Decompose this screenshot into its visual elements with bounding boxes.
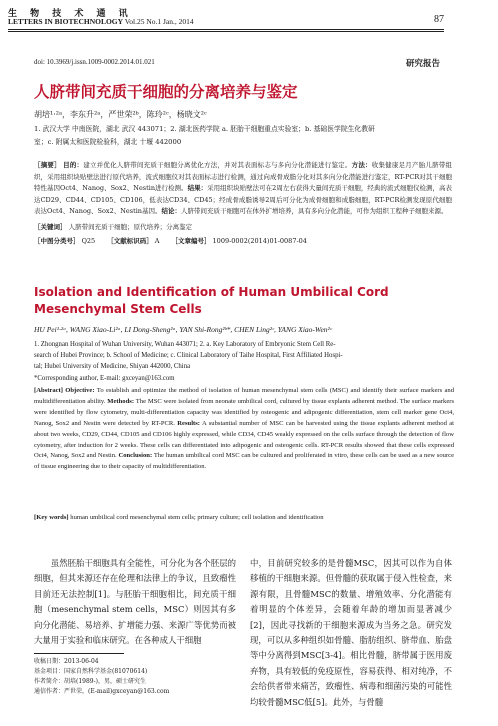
article-number-label: ［文章编号］ (171, 237, 211, 245)
clc-label: ［中图分类号］ (34, 237, 80, 245)
header-rule-thin (8, 31, 444, 32)
objective-label: 目的： (63, 161, 84, 169)
footnote-rule (34, 653, 124, 654)
doc-code-value: A (154, 237, 160, 245)
article-type: 研究报告 (405, 59, 440, 69)
affiliations-en (34, 339, 454, 384)
body-paragraph: 中，目前研究较多的是骨髓MSC，因其可以作为自体移植的干细胞来源。但骨髓的获取属于侵入性检查，来源有限，且骨髓MSC的数量、增殖效率、分化潜能有着明显的个体差异，会随着年龄的增加而显著减少[2]，因此寻找新的干细胞来源成为当务之急。研究发现，可以从多种组织如骨髓、脂肪组织、脐带血、胎盘等中分离得到MSC[3-4]。相比骨髓，脐带属于医用废弃物，具有较低的免疫原性，容易获得、相对纯净，不会给供者带来痛苦，致瘤性、病毒和细菌污染的可能性均较骨髓MSC低[5]。此外，与骨髓 (250, 558, 452, 707)
authors-cn: 胡培¹·²ᵃ，李东升²ᵃ，严世荣²ᵇ，陈玲²ᶜ，杨晓文²ᶜ (34, 110, 207, 119)
journal-name-en: LETTERS IN BIOTECHNOLOGY (8, 17, 124, 26)
results-text: 采用组织块贴壁法可在2周左右获得大量间充质干细胞，经典的流式细胞仪检测，高表达CD29、CD44、CD105、CD106，低表达CD34、CD45；经成骨成脂诱导2周后可分化为成骨细胞和成脂细胞，RT-PCR检测发现原代细胞表达Oct4、Nanog、Sox2、Nestin基因。 (34, 184, 453, 216)
keywords-cn (34, 222, 452, 234)
clc-value: Q25 (81, 237, 96, 245)
conclusion-label: Conclusion: (118, 452, 153, 460)
methods-text: 收集健康足月产胎儿脐带组织，采用组织块贴壁法进行原代培养，流式细胞仪对其表面标志进行检测，通过向成骨成脂分化对其多向分化潜能进行鉴定，RT-PCR对其干细胞特性基因Oct4、Nanog、Sox2、Nestin进行检测。 (34, 161, 453, 193)
author-info: 作者简介：胡培(1989-)，男，硕士研究生 (34, 678, 146, 685)
abstract-label: [Abstract] (34, 387, 63, 394)
abstract-en (34, 386, 454, 473)
journal-name-cn: 生 物 技 术 通 讯 (8, 9, 133, 19)
doi: doi: 10.3969/j.issn.1009-0002.2014.01.021 (34, 58, 155, 66)
methods-label: 方法： (351, 161, 372, 169)
fund-info: 基金项目：国家自然科学基金(81070614) (34, 668, 148, 675)
received-date: 收稿日期：2013-06-04 (34, 658, 99, 665)
affiliation-line: 1. 武汉大学 中南医院，湖北 武汉 443071；2. 湖北医药学院 a. 胚胎干细胞重点实验室；b. 基础医学院生化教研 (34, 125, 375, 133)
body-paragraph: 虽然胚胎干细胞具有全能性，可分化为各个胚层的细胞，但其来源还存在伦理和法律上的争议，且致瘤性目前还无法控制[1]。与胚胎干细胞相比，间充质干细胞（mesenchymal stem cells，MSC）则因其有多向分化潜能、易培养、扩增能力强、来源广等优势而被大量用于实验和临床研究。在各种成人干细胞 (34, 558, 236, 646)
corresponding-author: *Corresponding author, E-mail: gxceyan@163.com (34, 374, 175, 382)
results-label: 结果： (187, 184, 208, 193)
affiliation-line: 1. Zhongnan Hospital of Wuhan University, Wuhan 443071; 2. a. Key Laboratory of Embryonic Stem Cell Re- (34, 341, 336, 348)
abstract-cn (34, 160, 452, 218)
keywords-label: ［关键词］ (34, 223, 67, 231)
header-rule (8, 29, 444, 30)
article-number-value: 1009-0002(2014)01-0087-04 (212, 237, 307, 245)
objective-label: Objective: (65, 387, 95, 394)
affiliations-cn (34, 123, 454, 149)
objective-text: 建立并优化人脐带间充质干细胞分离优化方法，并对其表面标志与多向分化潜能进行鉴定。 (83, 161, 352, 169)
results-label: Results: (177, 419, 201, 427)
methods-text: The MSC were isolated from neonate umbilical cord, cultured by tissue explants adherent method. The surface markers were identified by flow cytometry, multi-differentiation capacity was identified by osteogenic and adipogenic differentiation, stem cell marker gene Oct4, Nanog, Sox2 and Nestin were detected by RT-PCR. (34, 397, 455, 427)
conclusion-text: The human umbilical cord MSC can be cultured and proliferated in vitro, these cells can be used as a new source of tissue engineering due to their capacity of multidifferentiation. (34, 452, 455, 471)
doc-code-label: ［文献标识码］ (107, 237, 153, 245)
affiliation-line: tal; Hubei University of Medicine, Shiyan 442000, China (34, 363, 191, 371)
keywords-text: human umbilical cord mesenchymal stem cells; primary culture; cell isolation and identification (70, 514, 324, 521)
abstract-label: ［摘要］ (34, 161, 61, 169)
title-cn: 人脐带间充质干细胞的分离培养与鉴定 (34, 83, 298, 101)
affiliation-line: search of Hubei Province; b. School of Medicine; c. Clinical Laboratory of Taihe Hospital, First Affiliated Hospi- (34, 352, 343, 360)
body-column-left (34, 556, 236, 652)
footnote (34, 657, 169, 697)
classification-line (34, 236, 307, 245)
conclusion-label: 结论： (161, 207, 181, 216)
journal-header-en (8, 17, 194, 26)
authors-en: HU Pei¹·²ᵃ, WANG Xiao-Li²ᵃ, LI Dong-Sheng²ᵃ, YAN Shi-Rong²ᵇ*, CHEN Ling²ᶜ, YANG Xiao-Wen²ᶜ (34, 325, 332, 334)
affiliation-line: 室；c. 附属太和医院检验科，湖北 十堰 442000 (34, 138, 182, 146)
keywords-text: 人脐带间充质干细胞；原代培养；分离鉴定 (68, 223, 193, 231)
issue-date: Jan., 2014 (162, 17, 194, 26)
results-text: A substantial number of MSC can be harvested using the tissue explants adherent method at about two weeks, CD29, CD44, CD105 and CD106 highly expressed, while CD34, CD45 weakly expressed on the cells surface through the detection of flow cytometry, after induction for 2 weeks. These cells can differentiated into adipogenic and osteogenic cells. RT-PCR results showed that these cells expressed Oct4, Nanog, Sox2 and Nestin. (34, 419, 454, 460)
volume-issue: Vol.25 No.1 (124, 17, 162, 26)
conclusion-text: 人脐带间充质干细胞可在体外扩增培养，具有多向分化潜能，可作为组织工程种子细胞来源。 (180, 207, 448, 216)
page-number: 87 (434, 14, 444, 25)
body-column-right (250, 556, 452, 726)
methods-label: Methods: (107, 397, 135, 405)
keywords-en (34, 513, 454, 524)
title-en: Isolation and Identification of Human Umbilical Cord Mesenchymal Stem Cells (34, 285, 389, 316)
objective-text: To establish and optimize the method of isolation of human mesenchymal stem cells (MSC) and identify their surface markers and multidifferentiation ability. (34, 387, 454, 405)
keywords-label: [Key words] (34, 514, 69, 521)
correspondence-info: 通信作者：严世荣，(E-mail)gxceyan@163.com (34, 688, 170, 695)
